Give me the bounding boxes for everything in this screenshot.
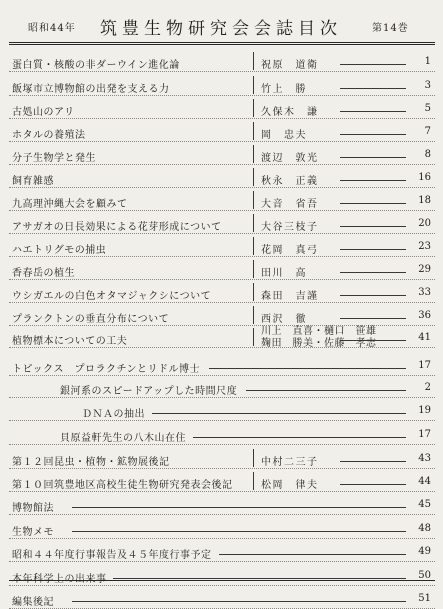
- row-divider: [9, 95, 435, 96]
- toc-entry: [0, 423, 443, 445]
- toc-entry-title: トピックス プロラクチンとリドル博士: [12, 364, 200, 375]
- leader-line: [340, 272, 406, 273]
- leader-line: [209, 368, 406, 369]
- toc-entry-title: 植物標本についての工夫: [12, 336, 128, 347]
- toc-entry-page: 3: [424, 80, 431, 91]
- toc-entry: [0, 120, 443, 142]
- toc-entry-title: 飯塚市立博物館の出発を支える力: [12, 84, 170, 95]
- author-separator: [253, 76, 254, 94]
- author-separator: [253, 237, 254, 255]
- toc-entry-page: 44: [418, 476, 431, 487]
- toc-entry: [0, 189, 443, 211]
- toc-entry-page: 17: [418, 360, 431, 371]
- row-divider: [9, 210, 435, 211]
- author-separator: [253, 283, 254, 301]
- toc-entry-page: 36: [418, 310, 431, 321]
- row-divider: [9, 347, 435, 348]
- toc-entry-title: 昭和４４年度行事報告及４５年度行事予定: [12, 550, 212, 561]
- leader-line: [340, 340, 406, 341]
- row-divider: [9, 164, 435, 165]
- toc-entry-page: 29: [418, 264, 431, 275]
- toc-entry: [0, 50, 443, 72]
- author-separator: [253, 449, 254, 467]
- toc-entry-page: 16: [418, 172, 431, 183]
- toc-entry-page: 41: [418, 332, 431, 343]
- author-separator: [253, 260, 254, 278]
- toc-entry-title: アサガオの日長効果による花芽形成について: [12, 222, 222, 233]
- toc-entry-author: 松岡 律夫: [261, 480, 319, 491]
- toc-entry-author: 大音 省吾: [261, 199, 319, 210]
- row-divider: [9, 302, 435, 303]
- toc-entry-title: 生物メモ: [12, 527, 54, 538]
- toc-entry-author: 岡 忠夫: [261, 130, 307, 141]
- header-era: 昭和44年: [28, 23, 76, 34]
- toc-entry-author: 西沢 徹: [261, 314, 307, 325]
- toc-entry-title: 博物館法: [12, 503, 54, 514]
- toc-entry-title: ハエトリグモの捕虫: [12, 245, 107, 256]
- toc-entry: [0, 304, 443, 326]
- row-divider: [9, 444, 435, 445]
- row-divider: [9, 585, 435, 586]
- toc-entry-author-line: 川上 直喜・樋口 笹雄: [261, 326, 377, 337]
- toc-entry-page: 45: [418, 499, 431, 510]
- toc-entry: [0, 470, 443, 492]
- row-divider: [9, 279, 435, 280]
- header-rule: [9, 42, 435, 43]
- toc-entry-page: 33: [418, 287, 431, 298]
- toc-entry: [0, 540, 443, 562]
- row-divider: [9, 118, 435, 119]
- toc-entry-title: プランクトンの垂直分布について: [12, 314, 170, 325]
- toc-entry: [0, 166, 443, 188]
- row-divider: [9, 491, 435, 492]
- toc-entry-author: 中村二三子: [261, 457, 319, 468]
- toc-entry-page: 49: [418, 546, 431, 557]
- leader-line: [340, 318, 406, 319]
- author-separator: [253, 214, 254, 232]
- leader-line: [113, 578, 406, 579]
- toc-entry-page: 8: [424, 149, 431, 160]
- toc-entry-author: 田川 高: [261, 268, 307, 279]
- row-divider: [9, 187, 435, 188]
- toc-entry-title: 第１２回昆虫・植物・鉱物展後記: [12, 457, 170, 468]
- toc-entry-title: 貝原益軒先生の八木山在住: [60, 433, 186, 444]
- toc-entry-author: 花岡 真弓: [261, 245, 319, 256]
- toc-entry-title: 九高理沖縄大会を顧みて: [12, 199, 128, 210]
- leader-line: [152, 413, 406, 414]
- toc-entry: [0, 212, 443, 234]
- leader-line: [246, 390, 406, 391]
- author-separator: [253, 191, 254, 209]
- toc-entry: [0, 564, 443, 586]
- toc-entry: [0, 399, 443, 421]
- leader-line: [193, 437, 406, 438]
- toc-entry: [0, 517, 443, 539]
- row-divider: [9, 141, 435, 142]
- leader-line: [340, 295, 406, 296]
- toc-entry-title: 銀河系のスピードアップした時間尺度: [60, 386, 238, 397]
- leader-line: [72, 531, 406, 532]
- row-divider: [9, 256, 435, 257]
- author-separator: [253, 145, 254, 163]
- leader-line: [219, 554, 406, 555]
- author-separator: [253, 472, 254, 490]
- toc-entry-title: 香春岳の植生: [12, 268, 75, 279]
- leader-line: [72, 601, 406, 602]
- toc-entry: [0, 235, 443, 257]
- author-separator: [253, 306, 254, 324]
- toc-entry-title: ＤＮＡの抽出: [82, 409, 145, 420]
- toc-entry-page: 19: [418, 405, 431, 416]
- toc-entry: [0, 143, 443, 165]
- toc-entry-page: 5: [424, 103, 431, 114]
- toc-entry-author: 祝原 道衛: [261, 60, 319, 71]
- row-divider: [9, 71, 435, 72]
- row-divider: [9, 397, 435, 398]
- leader-line: [72, 507, 406, 508]
- toc-entry: [0, 587, 443, 609]
- leader-line: [340, 203, 406, 204]
- toc-entry-author-line: 麹田 勝美・佐藤 孝志: [261, 338, 377, 349]
- footer-rule: [9, 580, 435, 581]
- leader-line: [340, 484, 406, 485]
- header-volume: 第14巻: [372, 23, 409, 34]
- leader-line: [340, 134, 406, 135]
- toc-entry-author: 秋永 正義: [261, 176, 319, 187]
- leader-line: [340, 226, 406, 227]
- toc-entry: [0, 447, 443, 469]
- toc-entry: [0, 376, 443, 398]
- toc-entry-page: 7: [424, 126, 431, 137]
- leader-line: [340, 64, 406, 65]
- row-divider: [9, 561, 435, 562]
- toc-entry: [0, 326, 443, 348]
- toc-entry-page: 20: [418, 218, 431, 229]
- toc-entry-page: 23: [418, 241, 431, 252]
- toc-entry-title: 編集後記: [12, 597, 54, 608]
- page-header: [0, 14, 443, 40]
- toc-entry: [0, 74, 443, 96]
- leader-line: [340, 249, 406, 250]
- toc-entry: [0, 493, 443, 515]
- leader-line: [340, 111, 406, 112]
- toc-entry-title: 分子生物学と発生: [12, 153, 96, 164]
- toc-entry-page: 18: [418, 195, 431, 206]
- toc-entry-title: 本年科学上の出来事: [12, 574, 107, 585]
- leader-line: [340, 180, 406, 181]
- toc-entry: [0, 281, 443, 303]
- toc-entry: [0, 258, 443, 280]
- toc-entry-author: 竹上 勝: [261, 84, 307, 95]
- toc-entry-title: 古処山のアリ: [12, 107, 75, 118]
- toc-entry-title: 第１０回筑豊地区高校生徒生物研究発表会後記: [12, 480, 233, 491]
- author-separator: [253, 328, 254, 346]
- toc-entry-page: 17: [418, 429, 431, 440]
- leader-line: [340, 88, 406, 89]
- author-separator: [253, 122, 254, 140]
- toc-entry-page: 48: [418, 523, 431, 534]
- toc-entry-page: 51: [418, 593, 431, 604]
- toc-entry: [0, 97, 443, 119]
- leader-line: [340, 461, 406, 462]
- row-divider: [9, 420, 435, 421]
- toc-entry-title: 飼育雑感: [12, 176, 54, 187]
- toc-entry-author: 森田 吉謹: [261, 291, 319, 302]
- author-separator: [253, 52, 254, 70]
- page-title: 筑豊生物研究会会誌目次: [100, 19, 342, 39]
- toc-entry-author: 大谷三枝子: [261, 222, 319, 233]
- toc-entry-title: ウシガエルの白色オタマジャクシについて: [12, 291, 212, 302]
- toc-entry: [0, 354, 443, 376]
- leader-line: [340, 157, 406, 158]
- toc-entry-author: 久保木 謙: [261, 107, 319, 118]
- toc-entry-author: 渡辺 敦光: [261, 153, 319, 164]
- header-rule-double: [9, 44, 435, 45]
- author-separator: [253, 168, 254, 186]
- toc-entry-page: 1: [424, 56, 431, 67]
- toc-entry-page: 2: [424, 382, 431, 393]
- toc-entry-page: 43: [418, 453, 431, 464]
- author-separator: [253, 99, 254, 117]
- row-divider: [9, 514, 435, 515]
- row-divider: [9, 538, 435, 539]
- row-divider: [9, 468, 435, 469]
- row-divider: [9, 233, 435, 234]
- toc-entry-title: 蛋白質・核酸の非ダーウイン進化論: [12, 60, 180, 71]
- toc-entry-page: 50: [418, 570, 431, 581]
- toc-entry-title: ホタルの養殖法: [12, 130, 86, 141]
